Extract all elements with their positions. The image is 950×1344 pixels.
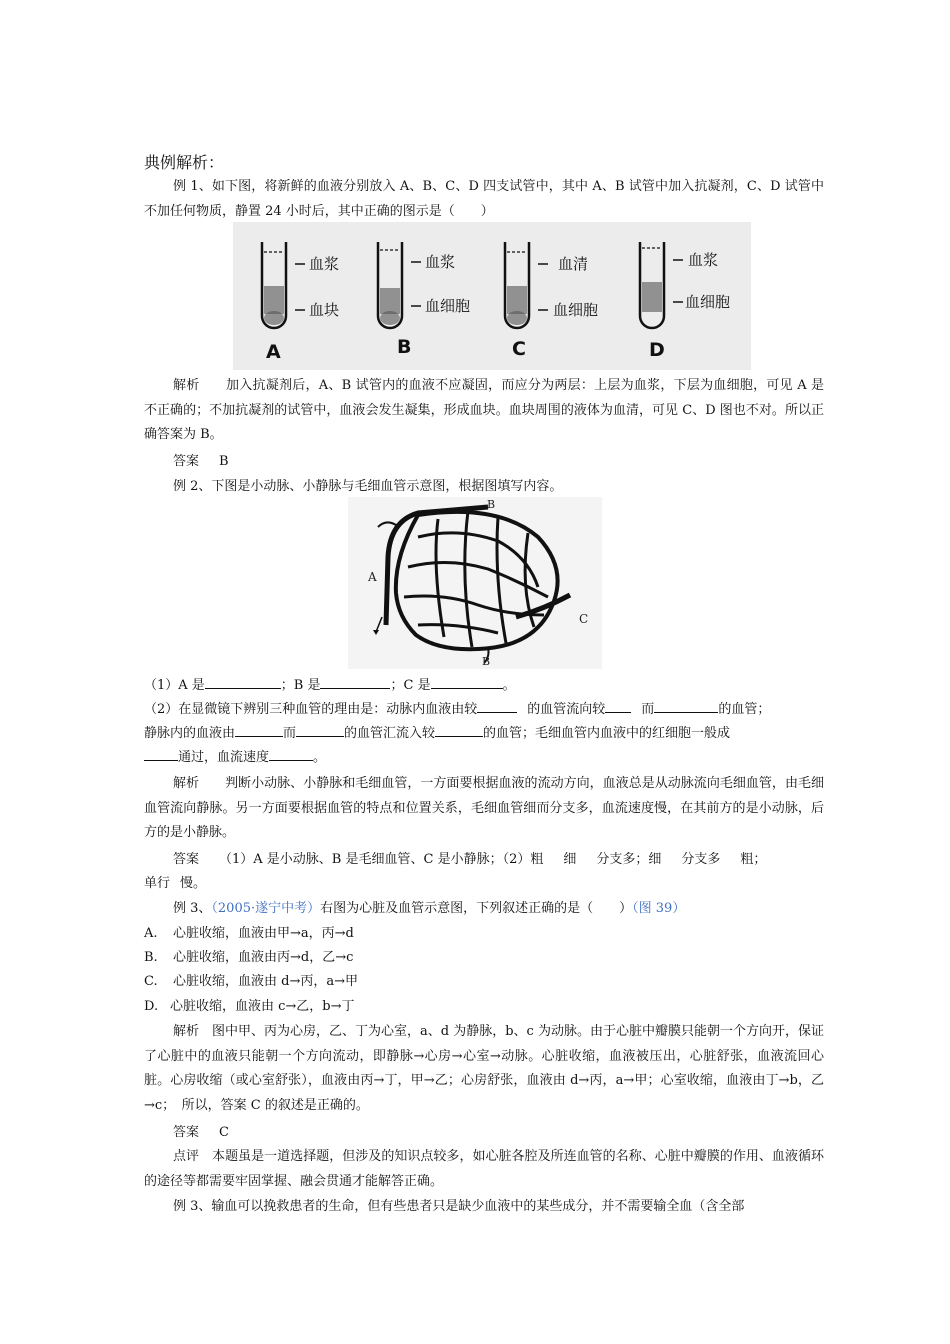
vessel-label-a: A — [368, 570, 377, 584]
example-3-analysis: 解析 图中甲、丙为心房，乙、丁为心室，a、d 为静脉，b、c 为动脉。由于心脏中瓣膜只能朝一个方向开，保证了心脏中的血液只能朝一个方向流动，即静脉→心房→心室→动脉。心脏收缩，血液被压出，心脏舒张，血液流回心脏。心房收缩（或心室舒张），血液由丙→丁，甲→乙；心房舒张，血液由 d→丙，a→甲；心室收缩，血液由丁→b，乙→c； 所以，答案 C 的叙述是正确的。 — [144, 1024, 824, 1113]
example-2-question: 例 2、下图是小动脉、小静脉与毛细血管示意图，根据图填写内容。 — [173, 479, 563, 494]
tube-a-top-label: 血浆 — [309, 255, 340, 273]
example-2-analysis: 解析 判断小动脉、小静脉和毛细血管，一方面要根据血液的流动方向，血液总是从动脉流向毛细血管，由毛细血管流向静脉。另一方面要根据血管的特点和位置关系，毛细血管细而分支多，血流速度慢，在其前方的是小动脉，后方的是小静脉。 — [144, 776, 824, 840]
blank-q2-1[interactable] — [477, 698, 517, 713]
vessel-label-b-bottom: B — [482, 655, 491, 668]
option-d[interactable]: D. 心脏收缩，血液由 c→乙，b→丁 — [144, 999, 355, 1014]
example-3-answer: 答案 C — [173, 1125, 229, 1140]
example-2-question-2-line-3: 通过，血流速度 。 — [144, 746, 326, 770]
example-2-question-2-line-2: 静脉内的血液由 而 的血管汇流入较 的血管；毛细血管内血液中的红细胞一般成 — [144, 722, 730, 746]
tube-c-top-label: 血清 — [558, 255, 589, 273]
tube-d-letter: D — [649, 339, 665, 361]
tube-b-top-label: 血浆 — [425, 253, 456, 271]
example-1-answer: 答案 B — [173, 454, 229, 469]
example-1-question: 例 1、如下图，将新鲜的血液分别放入 A、B、C、D 四支试管中，其中 A、B 试管中加入抗凝剂，C、D 试管中不加任何物质，静置 24 小时后，其中正确的图示是（ ） — [144, 179, 824, 219]
test-tube-figure — [233, 222, 751, 370]
blank-q2-3[interactable] — [654, 698, 718, 713]
example-3-figure-ref: （图 39） — [632, 901, 686, 916]
blank-q2-6[interactable] — [435, 722, 483, 737]
option-c[interactable]: C. 心脏收缩，血液由 d→丙，a→甲 — [144, 974, 358, 989]
blank-q2-8[interactable] — [269, 746, 313, 761]
example-1-analysis: 解析 加入抗凝剂后，A、B 试管内的血液不应凝固，而应分为两层：上层为血浆，下层为血细胞，可见 A 是不正确的；不加抗凝剂的试管中，血液会发生凝集，形成血块。血块周围的液体为血清，可见 C、D 图也不对。所以正确答案为 B。 — [144, 378, 824, 442]
blank-q2-5[interactable] — [296, 722, 344, 737]
vessel-label-c: C — [579, 612, 589, 626]
tube-c-letter: C — [512, 338, 526, 360]
blank-c[interactable] — [431, 674, 503, 689]
example-3-source: （2005·遂宁中考） — [211, 901, 321, 916]
tube-d-bottom-label: 血细胞 — [685, 293, 731, 311]
blood-vessel-figure — [348, 497, 602, 669]
tube-b-letter: B — [397, 336, 412, 358]
tube-a-bottom-label: 血块 — [309, 301, 340, 319]
blank-a[interactable] — [205, 674, 281, 689]
example-2-question-1: （1）A 是 ；B 是 ；C 是 。 — [144, 674, 516, 698]
option-b[interactable]: B. 心脏收缩，血液由丙→d，乙→c — [144, 950, 354, 965]
blank-q2-4[interactable] — [235, 722, 283, 737]
option-a[interactable]: A. 心脏收缩，血液由甲→a，丙→d — [144, 926, 354, 941]
blank-q2-7[interactable] — [144, 746, 178, 761]
example-3-question: 例 3、（2005·遂宁中考）右图为心脏及血管示意图，下列叙述正确的是（ ）（图 39） — [173, 901, 686, 916]
example-2-answer-line-1: 答案 （1）A 是小动脉、B 是毛细血管、C 是小静脉；（2）粗 细 分支多；细 分支多 粗； — [173, 852, 767, 867]
section-heading: 典例解析： — [144, 153, 225, 172]
example-3-comment: 点评 本题虽是一道选择题，但涉及的知识点较多，如心脏各腔及所连血管的名称、心脏中瓣膜的作用、血液循环的途径等都需要牢固掌握、融会贯通才能解答正确。 — [144, 1149, 824, 1189]
tube-d-top-label: 血浆 — [688, 251, 719, 269]
blank-b[interactable] — [320, 674, 390, 689]
blank-q2-2[interactable] — [605, 698, 631, 713]
tube-c-bottom-label: 血细胞 — [553, 301, 599, 319]
example-4-question: 例 3、输血可以挽救患者的生命，但有些患者只是缺少血液中的某些成分，并不需要输全血（含全部 — [173, 1199, 745, 1214]
example-2-question-2-line-1: （2）在显微镜下辨别三种血管的理由是：动脉内血液由较 的血管流向较 而 的血管； — [144, 698, 770, 722]
tube-a-letter: A — [266, 341, 281, 363]
tube-b-bottom-label: 血细胞 — [425, 297, 471, 315]
example-2-answer-line-2: 单行 慢。 — [144, 876, 207, 891]
vessel-label-b-top: B — [487, 498, 496, 511]
